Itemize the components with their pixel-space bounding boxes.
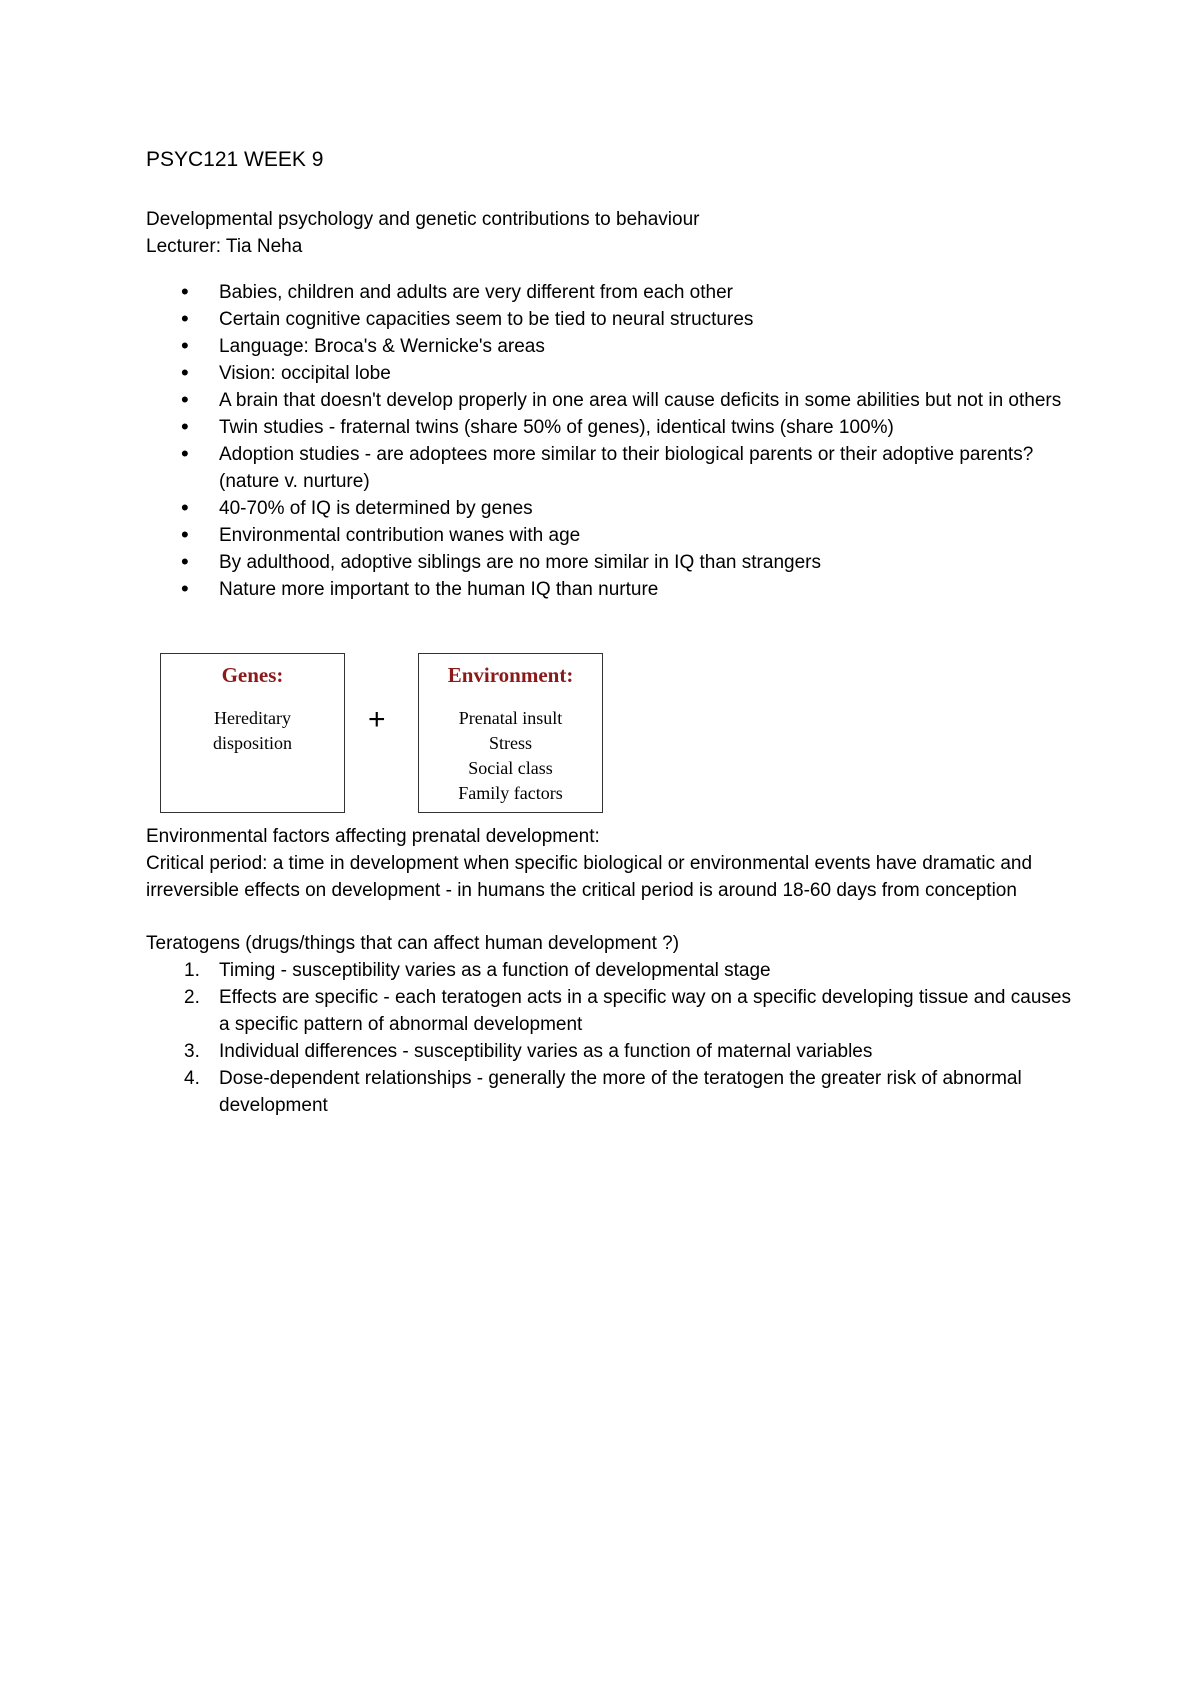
genes-line: Hereditary [214,708,291,728]
teratogens-list [146,957,1076,1119]
list-item [146,1065,1076,1119]
genes-box-body [161,706,344,756]
environment-line: Social class [468,758,553,778]
teratogens-heading: Teratogens (drugs/things that can affect human development ?) [146,933,680,954]
teratogens-section [146,930,1076,1119]
environment-line: Family factors [458,783,563,803]
list-item [146,957,1076,984]
document-title: PSYC121 WEEK 9 [146,148,324,171]
environment-box [418,653,603,813]
prenatal-section [146,823,1076,904]
lecturer-line: Lecturer: Tia Neha [146,236,303,257]
list-number: 2. [184,987,200,1008]
genes-line: disposition [212,733,292,753]
genes-box [160,653,345,813]
spacer [146,904,1076,930]
environment-line: Stress [488,733,532,753]
list-item: • Certain cognitive capacities seem to be tied to neural structures [146,306,1076,333]
prenatal-heading: Environmental factors affecting prenatal development: [146,826,600,847]
key-points-list [146,279,1076,603]
list-item: • By adulthood, adoptive siblings are no more similar in IQ than strangers [146,549,1076,576]
list-item [146,1038,1076,1065]
list-item: • Nature more important to the human IQ than nurture [146,576,1076,603]
list-number: 1. [184,960,200,981]
plus-sign: + [368,703,386,736]
list-item: • Twin studies - fraternal twins (share 50% of genes), identical twins (share 100%) [146,414,1076,441]
list-text: Individual differences - susceptibility varies as a function of maternal variables [219,1041,873,1062]
list-text: Dose-dependent relationships - generally the more of the teratogen the greater risk of abnormal development [219,1068,1022,1116]
list-text: Timing - susceptibility varies as a function of developmental stage [219,960,771,981]
genes-environment-diagram [146,653,1076,823]
list-number: 3. [184,1041,200,1062]
list-item: • Adoption studies - are adoptees more similar to their biological parents or their adoptive parents? (nature v. nurture) [146,441,1076,495]
list-item: • A brain that doesn't develop properly in one area will cause deficits in some abilities but not in others [146,387,1076,414]
list-item: • Environmental contribution wanes with age [146,522,1076,549]
list-item: • Vision: occipital lobe [146,360,1076,387]
environment-box-body [419,706,602,806]
environment-box-title: Environment: [447,663,574,687]
genes-box-title: Genes: [221,663,284,687]
lecture-subtitle: Developmental psychology and genetic contributions to behaviour [146,209,700,230]
environment-line: Prenatal insult [458,708,563,728]
list-item: • Language: Broca's & Wernicke's areas [146,333,1076,360]
list-number: 4. [184,1068,200,1089]
list-item [146,984,1076,1038]
critical-period-paragraph: Critical period: a time in development when specific biological or environmental events have dramatic and irreversible effects on development - in humans the critical period is around 18-60 days from conception [146,853,1033,901]
list-item: • 40-70% of IQ is determined by genes [146,495,1076,522]
list-text: Effects are specific - each teratogen acts in a specific way on a specific developing tissue and causes a specific pattern of abnormal development [219,987,1071,1035]
list-item: • Babies, children and adults are very different from each other [146,279,1076,306]
document-content [146,146,1076,1119]
